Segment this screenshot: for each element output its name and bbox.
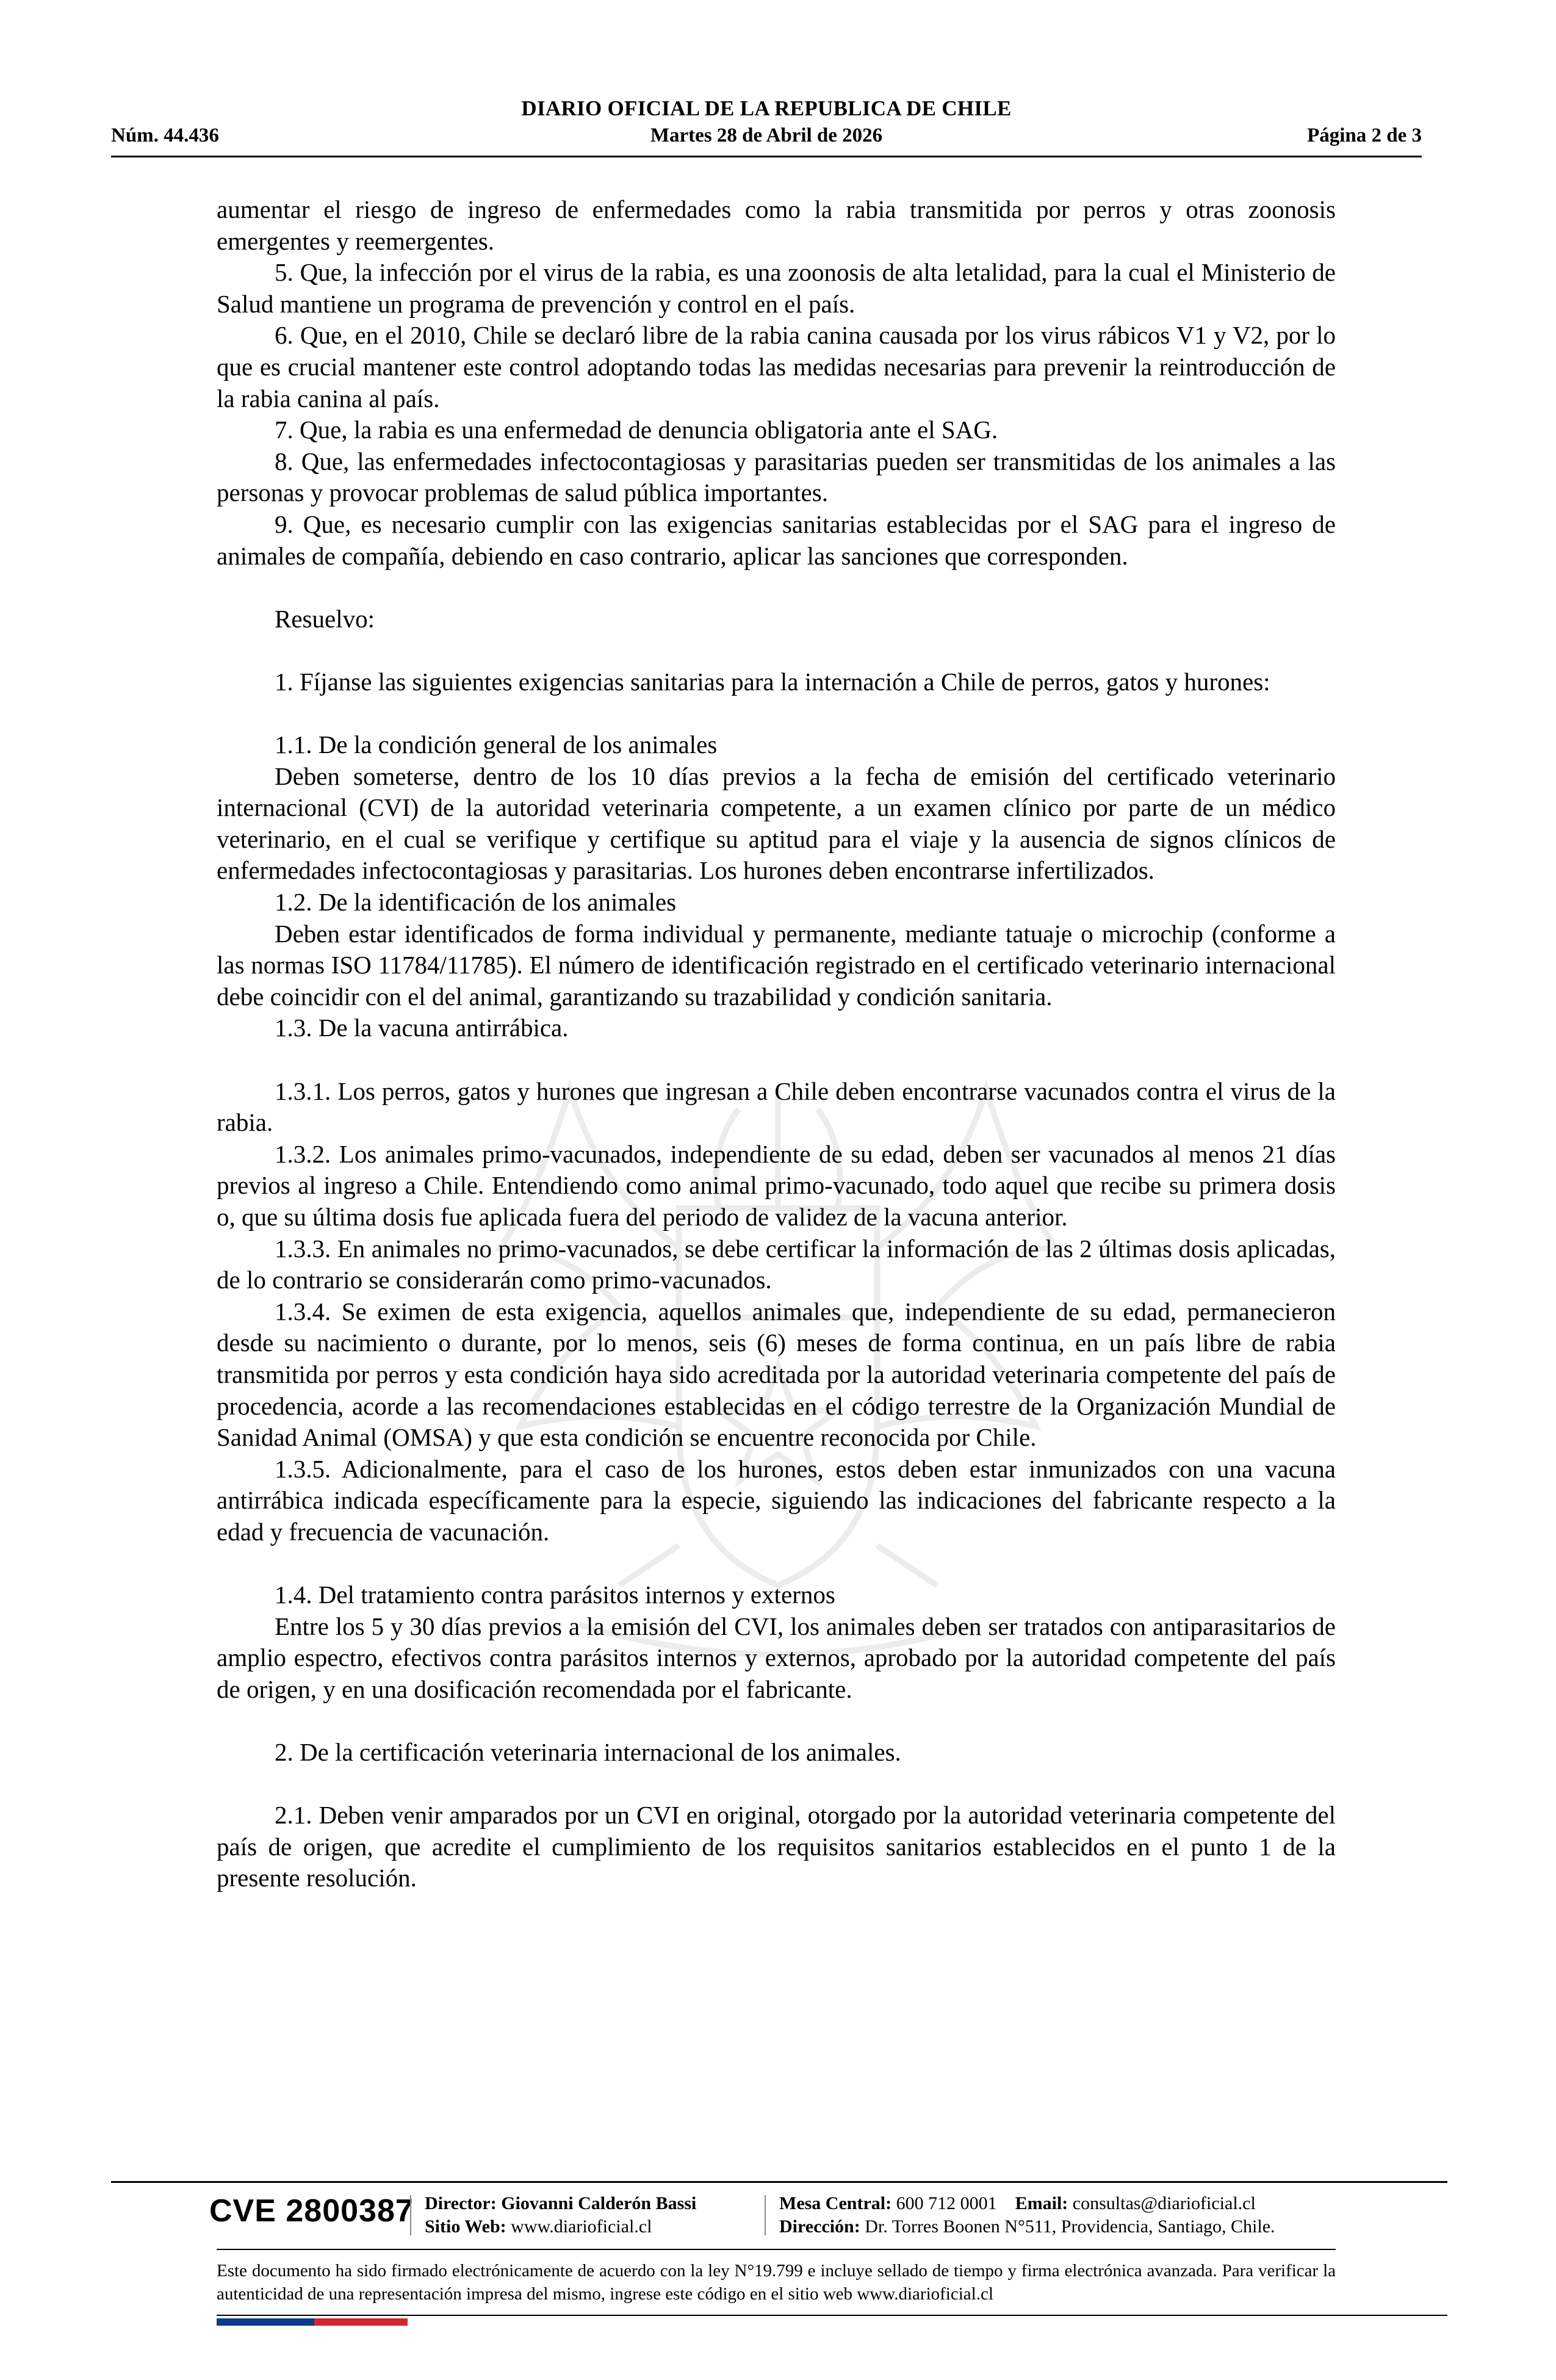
- section-1: 1. Fíjanse las siguientes exigencias sanitarias para la internación a Chile de perros, gatos y hurones:: [275, 667, 1270, 696]
- email-link[interactable]: consultas@diarioficial.cl: [1072, 2193, 1256, 2213]
- section-1-4-text: Entre los 5 y 30 días previos a la emisión del CVI, los animales deben ser tratados con antiparasitarios de amplio espectro, efectivos contra parásitos internos y externos, aprobado por la autoridad competente del país de origen, y en una dosificación recomendada por el fabricante.: [217, 1612, 1336, 1703]
- director-name: Giovanni Calderón Bassi: [501, 2193, 697, 2213]
- header-divider: [111, 156, 1422, 157]
- section-1-3-1: 1.3.1. Los perros, gatos y hurones que ingresan a Chile deben encontrarse vacunados contra el virus de la rabia.: [217, 1076, 1336, 1137]
- director-label: Director:: [425, 2193, 497, 2213]
- document-body: [217, 194, 1336, 1894]
- website-label: Sitio Web:: [425, 2216, 506, 2237]
- flag-stripe-red: [314, 2318, 408, 2326]
- section-1-1-text: Deben someterse, dentro de los 10 días previos a la fecha de emisión del certificado veterinario internacional (CVI) de la autoridad veterinaria competente, a un examen clínico por parte de un médico veterinario, en el cual se verifique y certifique su aptitud para el viaje y la ausencia de signos clínicos de enfermedades infectocontagiosas y parasitarias. Los hurones deben encontrarse infertilizados.: [217, 762, 1336, 885]
- footer-director-block: [425, 2192, 696, 2238]
- website-link[interactable]: www.diarioficial.cl: [511, 2216, 652, 2237]
- footer-contact-block: [779, 2192, 1275, 2238]
- footer-separator: [765, 2195, 766, 2235]
- gazette-title: DIARIO OFICIAL DE LA REPUBLICA DE CHILE: [521, 96, 1012, 120]
- email-label: Email:: [1015, 2193, 1068, 2213]
- phone-label: Mesa Central:: [779, 2193, 892, 2213]
- section-1-3-3: 1.3.3. En animales no primo-vacunados, se debe certificar la información de las 2 últimas dosis aplicadas, de lo contrario se considerarán como primo-vacunados.: [217, 1234, 1336, 1294]
- section-1-3-4: 1.3.4. Se eximen de esta exigencia, aquellos animales que, independiente de su edad, permanecieron desde su nacimiento o durante, por lo menos, seis (6) meses de forma continua, en un país libre de rabia transmitida por perros y esta condición haya sido acreditada por la autoridad veterinaria competente del país de procedencia, acorde a las recomendaciones establecidas en el código terrestre de la Organización Mundial de Sanidad Animal (OMSA) y que esta condición se encuentre reconocida por Chile.: [217, 1297, 1336, 1452]
- section-1-3-heading: 1.3. De la vacuna antirrábica.: [275, 1014, 569, 1042]
- section-2-1: 2.1. Deben venir amparados por un CVI en original, otorgado por la autoridad veterinaria competente del país de origen, que acredite el cumplimiento de los requisitos sanitarios establecidos en el punto 1 de la presente resolución.: [217, 1801, 1336, 1892]
- page-header: [111, 92, 1422, 160]
- section-1-3-2: 1.3.2. Los animales primo-vacunados, independiente de su edad, deben ser vacunados al menos 21 días previos al ingreso a Chile. Entendiendo como animal primo-vacunado, todo aquel que recibe su primera dosis o, que su última dosis fue aplicada fuera del periodo de validez de la vacuna anterior.: [217, 1139, 1336, 1231]
- page-number: Página 2 de 3: [1307, 124, 1422, 146]
- resuelvo-heading: Resuelvo:: [275, 604, 375, 633]
- section-1-3-5: 1.3.5. Adicionalmente, para el caso de los hurones, estos deben estar inmunizados con una vacuna antirrábica indicada específicamente para la especie, siguiendo las indicaciones del fabricante respecto a la edad y frecuencia de vacunación.: [217, 1454, 1336, 1546]
- section-1-4-heading: 1.4. Del tratamiento contra parásitos internos y externos: [275, 1581, 835, 1609]
- address-text: Dr. Torres Boonen N°511, Providencia, Santiago, Chile.: [865, 2216, 1275, 2237]
- section-1-1-heading: 1.1. De la condición general de los animales: [275, 730, 718, 759]
- address-label: Dirección:: [779, 2216, 860, 2237]
- issue-date: Martes 28 de Abril de 2026: [650, 124, 883, 146]
- section-1-2-heading: 1.2. De la identificación de los animales: [275, 888, 677, 917]
- considerando-6: 6. Que, en el 2010, Chile se declaró libre de la rabia canina causada por los virus rábicos V1 y V2, por lo que es crucial mantener este control adoptando todas las medidas necesarias para prevenir la reintroducción de la rabia canina al país.: [217, 321, 1336, 413]
- cve-code: CVE 2800387: [209, 2193, 414, 2229]
- section-1-2-text: Deben estar identificados de forma individual y permanente, mediante tatuaje o microchip (conforme a las normas ISO 11784/11785). El número de identificación registrado en el certificado veterinario internacional debe coincidir con el del animal, garantizando su trazabilidad y condición sanitaria.: [217, 919, 1336, 1011]
- considerando-9: 9. Que, es necesario cumplir con las exigencias sanitarias establecidas por el SAG para el ingreso de animales de compañía, debiendo en caso contrario, aplicar las sanciones que corresponden.: [217, 510, 1336, 570]
- phone-number: 600 712 0001: [896, 2193, 997, 2213]
- considerando-5: 5. Que, la infección por el virus de la rabia, es una zoonosis de alta letalidad, para la cual el Ministerio de Salud mantiene un programa de prevención y control en el país.: [217, 258, 1336, 318]
- footer-divider-middle: [217, 2249, 1336, 2250]
- considerando-8: 8. Que, las enfermedades infectocontagiosas y parasitarias pueden ser transmitidas de los animales a las personas y provocar problemas de salud pública importantes.: [217, 447, 1336, 507]
- section-2: 2. De la certificación veterinaria internacional de los animales.: [275, 1738, 901, 1767]
- considerando-7: 7. Que, la rabia es una enfermedad de denuncia obligatoria ante el SAG.: [275, 416, 998, 444]
- footer-divider-top: [111, 2181, 1447, 2183]
- electronic-signature-notice: Este documento ha sido firmado electrónicamente de acuerdo con la ley N°19.799 e incluye sellado de tiempo y firma electrónica avanzada. Para verificar la autenticidad de una representación impresa del mismo, ingrese este código en el sitio web www.diarioficial.cl: [217, 2261, 1336, 2304]
- flag-stripe-blue: [217, 2318, 314, 2326]
- issue-number: Núm. 44.436: [111, 124, 219, 146]
- paragraph-continuation: aumentar el riesgo de ingreso de enfermedades como la rabia transmitida por perros y otras zoonosis emergentes y reemergentes.: [217, 195, 1336, 255]
- footer-separator: [410, 2195, 411, 2235]
- footer-divider-bottom: [217, 2315, 1447, 2316]
